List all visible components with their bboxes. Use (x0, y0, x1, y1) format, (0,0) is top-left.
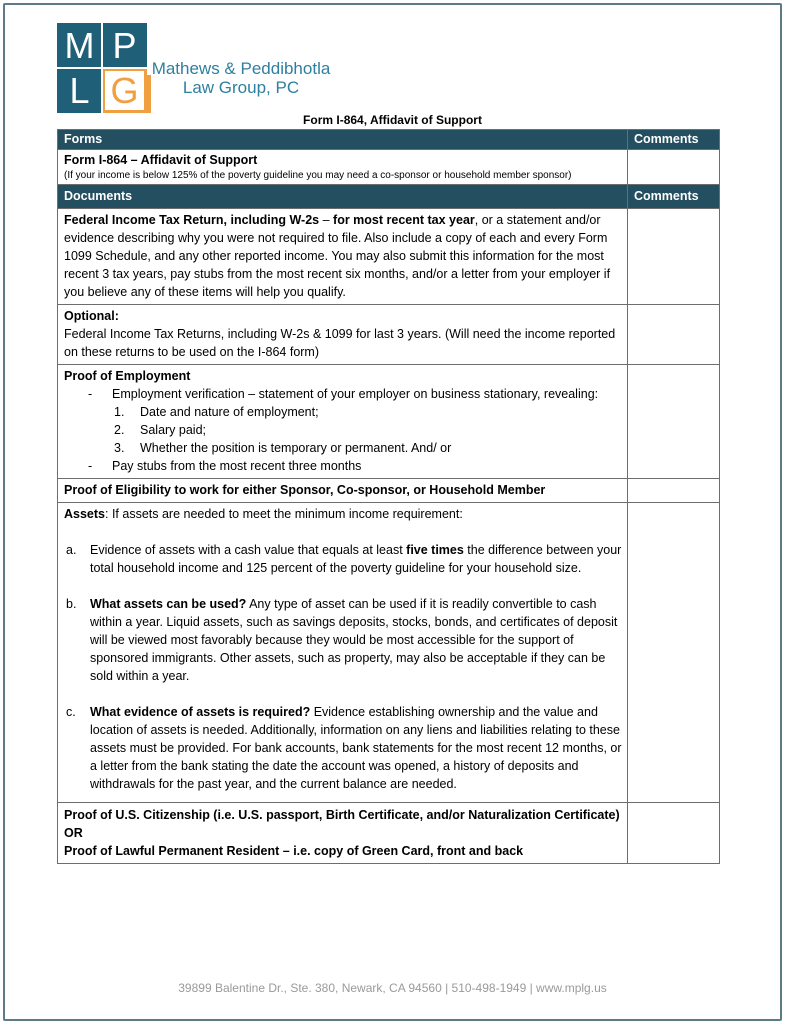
form-i864-cell (58, 150, 628, 185)
assets-b-bold: What assets can be used? (90, 597, 247, 611)
comment-cell[interactable] (628, 365, 720, 479)
list-number: 1. (114, 405, 125, 419)
employment-list (86, 385, 623, 475)
tax-return-period: for most recent tax year (333, 213, 475, 227)
list-number: 2. (114, 423, 125, 437)
list-item-text: Salary paid; (140, 423, 207, 437)
optional-label: Optional: (64, 309, 119, 323)
pay-stubs-text: Pay stubs from the most recent three months (112, 459, 362, 473)
list-item (86, 385, 623, 457)
assets-intro-text: : If assets are needed to meet the minimum income requirement: (105, 507, 463, 521)
list-item (64, 595, 623, 685)
table-row (58, 803, 720, 864)
tax-return-title: Federal Income Tax Return, including W-2s (64, 213, 320, 227)
employment-verification-text: Employment verification – statement of your employer on business stationary, revealing: (112, 387, 599, 401)
comment-cell[interactable] (628, 209, 720, 305)
tax-return-dash: – (319, 213, 334, 227)
comment-cell[interactable] (628, 803, 720, 864)
tax-return-cell (58, 209, 628, 305)
assets-cell (58, 503, 628, 803)
assets-c-text: Evidence establishing ownership and the value and location of assets is needed. Additionally, information on any liens and liabilities relating to these assets must be provided. For bank accounts, bank statements for the most recent 12 months, or a letter from the bank stating the date the account was opened, a history of deposits and withdrawals for the past year, and the current balance are needed. (90, 705, 622, 791)
list-item (112, 439, 623, 457)
assets-intro (64, 505, 623, 523)
logo-letter-m: M (64, 25, 95, 66)
firm-name-line2: Law Group, PC (182, 78, 300, 97)
assets-list (64, 541, 623, 793)
checklist-table (57, 129, 720, 864)
footer-address: 39899 Balentine Dr., Ste. 380, Newark, CA 94560 | 510-498-1949 | www.mplg.us (178, 981, 607, 995)
document-title: Form I-864, Affidavit of Support (303, 113, 482, 127)
employment-sublist (112, 403, 623, 457)
table-row (58, 365, 720, 479)
list-letter: a. (66, 543, 77, 557)
assets-c-bold: What evidence of assets is required? (90, 705, 311, 719)
comments-header: Comments (628, 185, 720, 209)
list-item (64, 541, 623, 577)
comment-cell[interactable] (628, 305, 720, 365)
logo-letter-p: P (112, 25, 137, 66)
form-i864-title: Form I-864 – Affidavit of Support (64, 153, 258, 167)
tax-return-text: , or a statement and/or evidence describing why you were not required to file. Also include a copy of each and every Form 1099 Schedule, and any other reported income. You may also submit this information for the most recent 3 tax years, pay stubs from the most recent six months, and/or a letter from your employer if you believe any of these items will help you qualify. (64, 213, 611, 299)
logo-letter-g: G (102, 68, 147, 113)
forms-header-row (58, 130, 720, 150)
firm-name-line1: Mathews & Peddibhotla (151, 59, 331, 78)
comment-cell[interactable] (628, 479, 720, 503)
optional-text: Federal Income Tax Returns, including W-2s & 1099 for last 3 years. (Will need the income reported on these returns to be used on the I-864 form) (64, 327, 616, 359)
assets-a-bold: five times (406, 543, 464, 557)
list-item-text: Whether the position is temporary or permanent. And/ or (140, 441, 452, 455)
assets-b-text: Any type of asset can be used if it is readily convertible to cash within a year. Liquid assets, such as savings deposits, stocks, bonds, and certificates of deposit will be viewed most favorably because they would be most accessible for the support of sponsored immigrants. Other assets, such as property, may also be acceptable if they can be sold within a year. (90, 597, 618, 683)
table-row (58, 209, 720, 305)
comment-cell[interactable] (628, 503, 720, 803)
eligibility-cell: Proof of Eligibility to work for either Sponsor, Co-sponsor, or Household Member (58, 479, 628, 503)
optional-cell (58, 305, 628, 365)
list-item-text: Date and nature of employment; (140, 405, 319, 419)
assets-a-pre: Evidence of assets with a cash value that equals at least (90, 543, 407, 557)
table-row (58, 503, 720, 803)
employment-title: Proof of Employment (64, 369, 191, 383)
list-letter: c. (66, 705, 76, 719)
firm-logo (57, 23, 331, 113)
employment-cell (58, 365, 628, 479)
table-row (58, 305, 720, 365)
list-item (112, 421, 623, 439)
list-item (64, 703, 623, 793)
list-letter: b. (66, 597, 77, 611)
documents-header: Documents (58, 185, 628, 209)
citizenship-line1: Proof of U.S. Citizenship (i.e. U.S. passport, Birth Certificate, and/or Naturalization Certificate) OR (64, 808, 620, 840)
assets-label: Assets (64, 507, 105, 521)
assets-a-post: the difference between your total household income and 125 percent of the poverty guideline for your household size. (90, 543, 622, 575)
table-row (58, 479, 720, 503)
firm-name (151, 59, 331, 97)
logo-tile (57, 23, 147, 113)
forms-header: Forms (58, 130, 628, 150)
list-number: 3. (114, 441, 125, 455)
citizenship-line2: Proof of Lawful Permanent Resident – i.e. copy of Green Card, front and back (64, 844, 524, 858)
list-item (112, 403, 623, 421)
list-item (86, 457, 623, 475)
form-i864-note: (If your income is below 125% of the poverty guideline you may need a co-sponsor or household member sponsor) (64, 170, 572, 181)
logo-divider-horizontal (57, 67, 147, 69)
documents-header-row (58, 185, 720, 209)
comments-header: Comments (628, 130, 720, 150)
logo-letter-l: L (69, 70, 90, 111)
table-row (58, 150, 720, 185)
citizenship-cell (58, 803, 628, 864)
comment-cell[interactable] (628, 150, 720, 185)
